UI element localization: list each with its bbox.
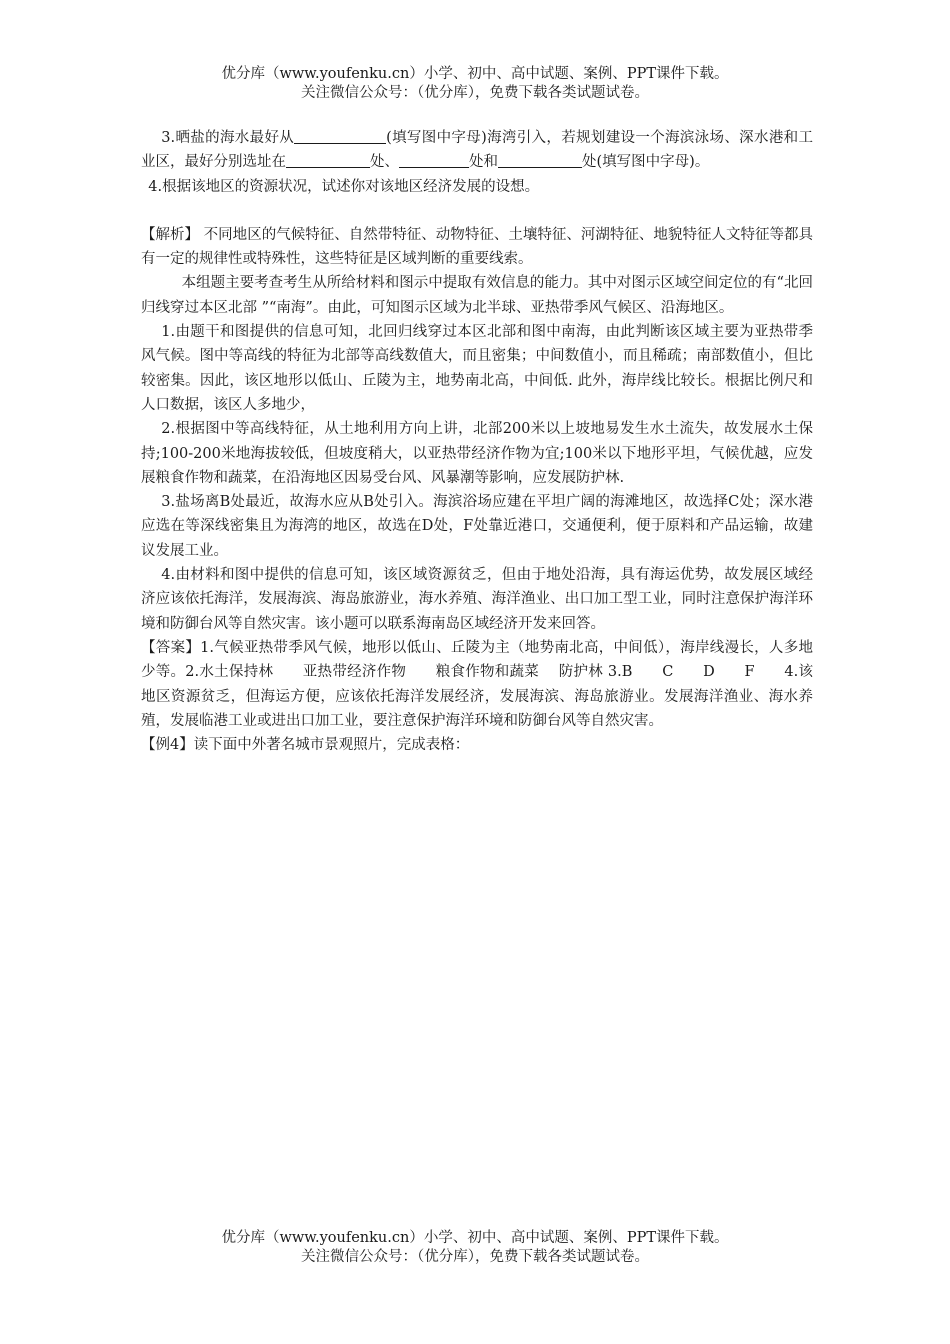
answer-blank (399, 151, 469, 168)
analysis-label: 【解析】 (141, 226, 200, 243)
question-4: 4.根据该地区的资源状况，试述你对该地区经济发展的设想。 (148, 178, 540, 195)
answer-label: 【答案】 (141, 639, 201, 656)
footer-line-2: 关注微信公众号：（优分库），免费下载各类试题试卷。 (301, 1249, 649, 1265)
page-footer (0, 1229, 950, 1267)
answer-section: 【答案】1.气候亚热带季风气候，地形以低山、丘陵为主（地势南北高，中间低），海岸线漫长，人多地少等。2.水土保持林 亚热带经济作物 粮食作物和蔬菜 防护林 3.B C D F 4.该地区资源贫乏，但海运方便，应该依托海洋发展经济，发展海滨、海岛旅游业。发展海洋渔业、海水养殖，发展临港工业或进出口加工业，要注意保护海洋环境和防御台风等自然灾害。 (141, 639, 813, 729)
page-header (0, 65, 950, 103)
analysis-point-2: 2.根据图中等高线特征，从土地利用方向上讲，北部200米以上坡地易发生水土流失，故发展水土保持;100-200米地海拔较低，但坡度稍大，以亚热带经济作物为宜;100米以下地形平坦，气候优越，应发展粮食作物和蔬菜，在沿海地区因易受台风、风暴潮等影响，应发展防护林. (141, 421, 813, 486)
spacer (141, 199, 813, 223)
example-4-label: 【例4】 (141, 737, 194, 754)
example-4: 【例4】读下面中外著名城市景观照片，完成表格： (141, 737, 470, 754)
footer-line-1: 优分库（www.youfenku.cn）小学、初中、高中试题、案例、PPT课件下载。 (221, 1230, 729, 1246)
analysis-intro: 【解析】 不同地区的气候特征、自然带特征、动物特征、土壤特征、河湖特征、地貌特征人文特征等都具有一定的规律性或特殊性，这些特征是区域判断的重要线索。 (141, 226, 814, 268)
header-line-1: 优分库（www.youfenku.cn）小学、初中、高中试题、案例、PPT课件下载。 (221, 66, 729, 82)
answer-blank (498, 151, 582, 168)
question-3: 3.晒盐的海水最好从 (填写图中字母)海湾引入，若规划建设一个海滨泳场、深水港和工业区，最好分别选址在 处、 处和 处(填写图中字母)。 (141, 126, 813, 175)
analysis-point-4: 4.由材料和图中提供的信息可知，该区域资源贫乏，但由于地处沿海，具有海运优势，故发展区域经济应该依托海洋，发展海滨、海岛旅游业，海水养殖、海洋渔业、出口加工型工业，同时注意保护海洋环境和防御台风等自然灾害。该小题可以联系海南岛区域经济开发来回答。 (141, 567, 813, 632)
analysis-point-1: 1.由题干和图提供的信息可知，北回归线穿过本区北部和图中南海，由此判断该区域主要为亚热带季风气候。图中等高线的特征为北部等高线数值大，而且密集；中间数值小，而且稀疏；南部数值小，但比较密集。因此，该区地形以低山、丘陵为主，地势南北高，中间低. 此外，海岸线比较长。根据比例尺和人口数据，该区人多地少， (141, 324, 813, 413)
answer-blank (286, 151, 370, 168)
analysis-point-3: 3.盐场离B处最近，故海水应从B处引入。海滨浴场应建在平坦广阔的海滩地区，故选择C处；深水港应选在等深线密集且为海湾的地区，故选在D处，F处靠近港口，交通便利，便于原料和产品运输，故建议发展工业。 (141, 494, 813, 559)
header-line-2: 关注微信公众号：（优分库），免费下载各类试题试卷。 (301, 85, 649, 101)
analysis-focus: 本组题主要考查考生从所给材料和图示中提取有效信息的能力。其中对图示区域空间定位的有“北回归线穿过本区北部 ”“南海”。由此，可知图示区域为北半球、亚热带季风气候区、沿海地区。 (141, 275, 813, 316)
answer-blank (294, 127, 386, 144)
document-body (141, 126, 813, 757)
